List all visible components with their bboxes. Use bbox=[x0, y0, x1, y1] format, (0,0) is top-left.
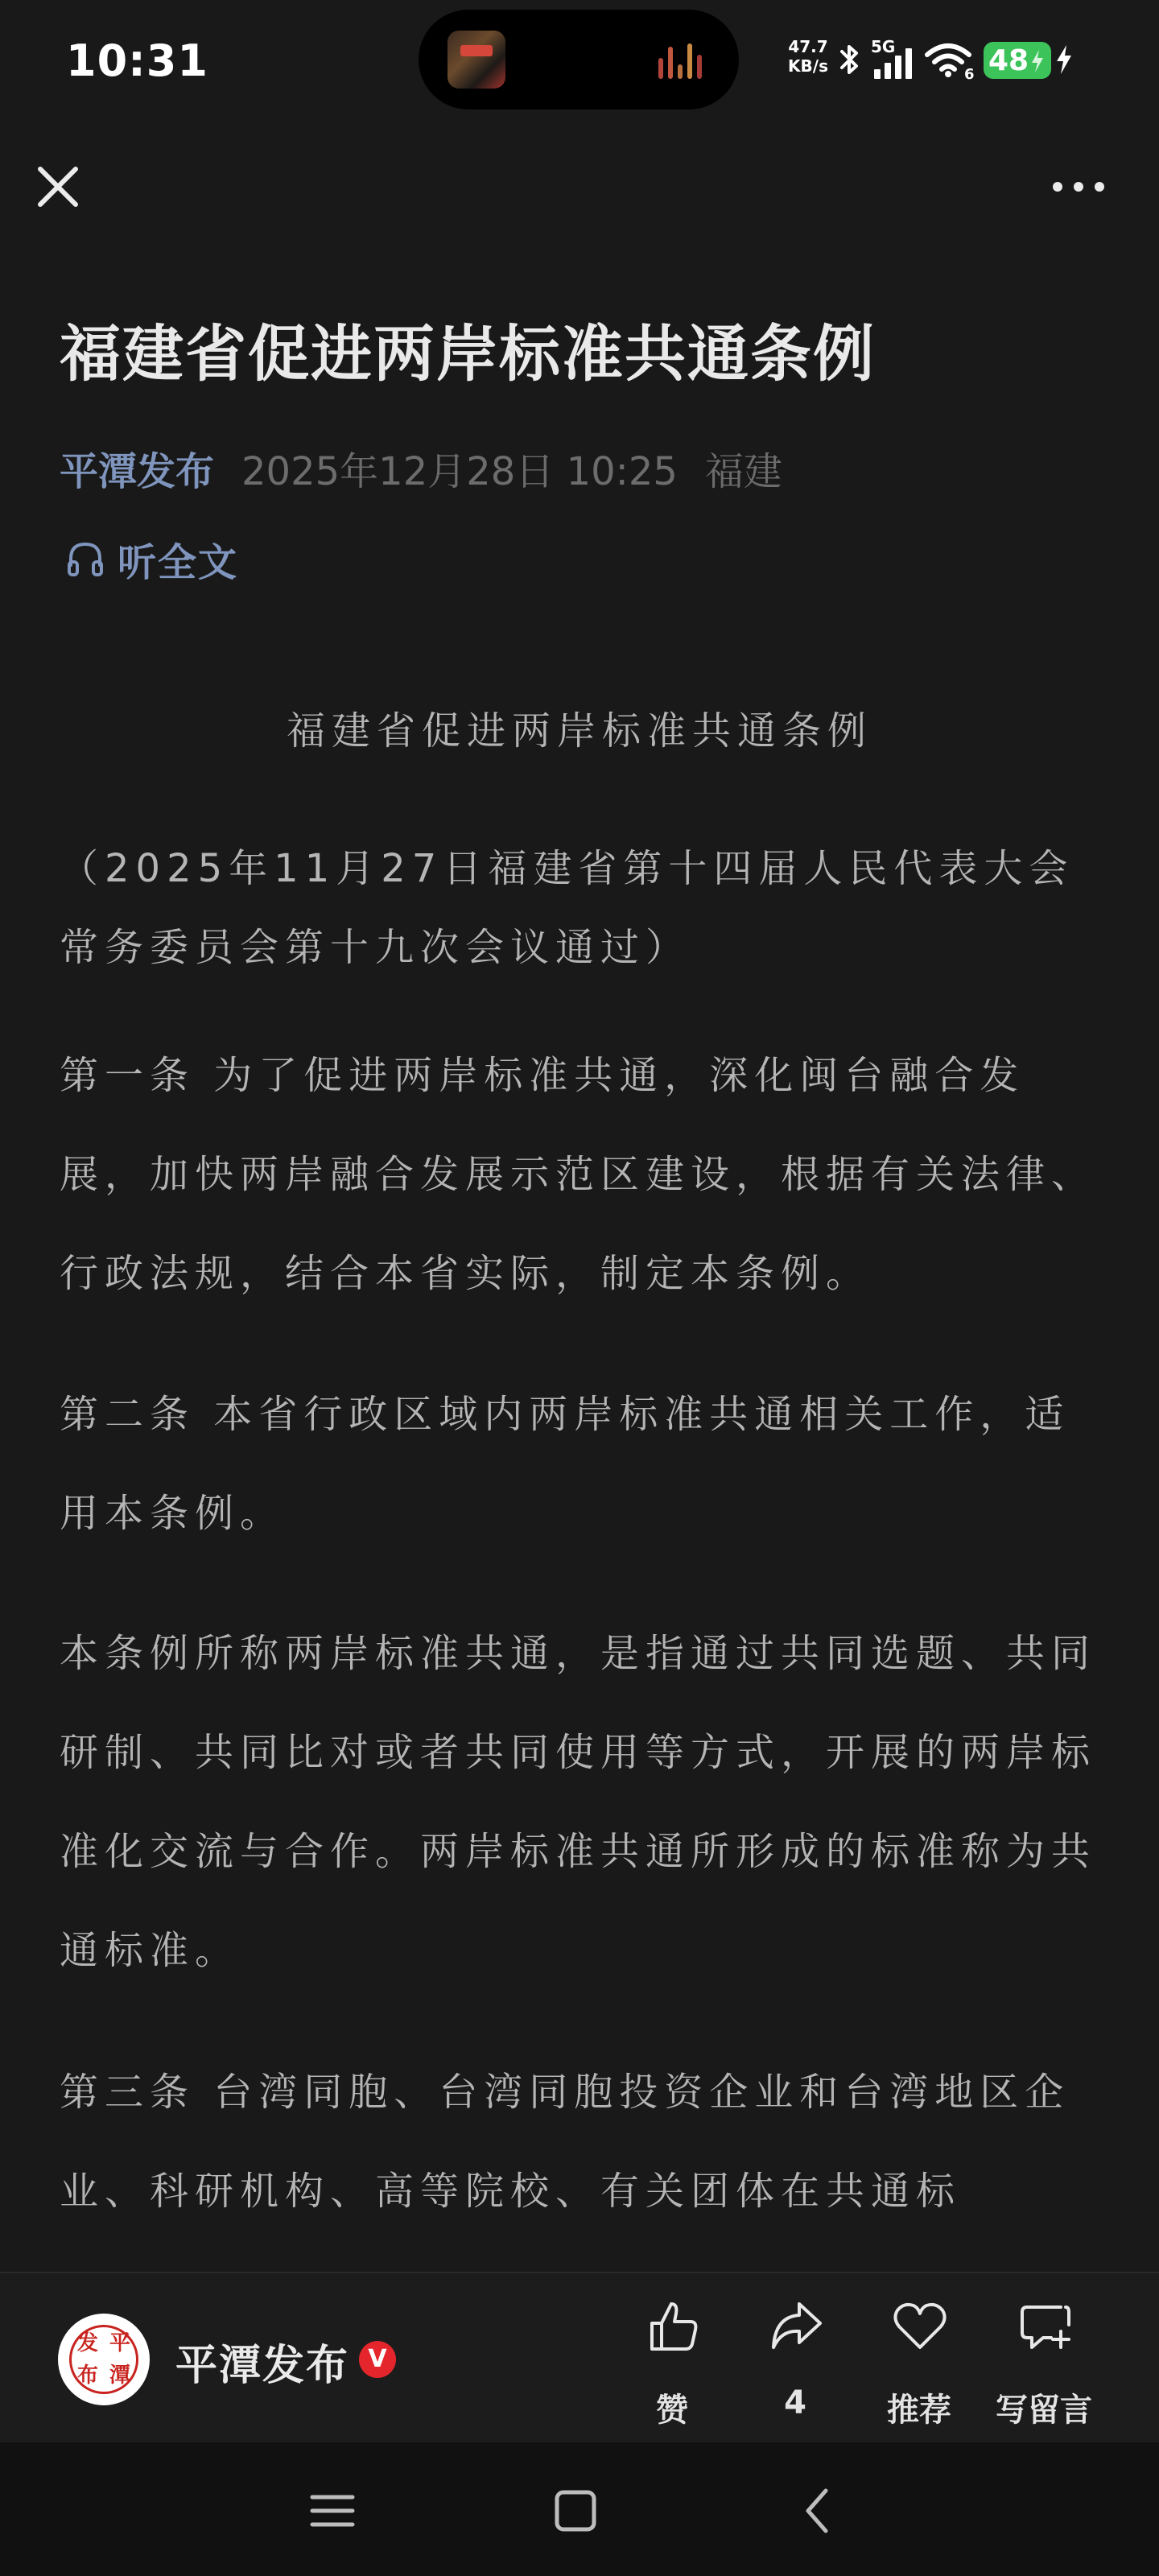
system-navigation-bar bbox=[0, 2442, 1159, 2576]
cellular-signal-icon bbox=[872, 48, 914, 80]
bottom-action-bar bbox=[0, 2272, 1159, 2444]
author-link[interactable]: 平潭发布 bbox=[60, 449, 215, 494]
article-meta bbox=[60, 443, 782, 501]
article-paragraph: （2025年11月27日福建省第十四届人民代表大会常务委员会第十九次会议通过） bbox=[60, 846, 1074, 970]
audio-equalizer-icon bbox=[658, 42, 710, 79]
share-count: 4 bbox=[784, 2384, 806, 2421]
write-comment-button[interactable] bbox=[984, 2297, 1104, 2434]
verified-badge-icon: V bbox=[359, 2341, 396, 2378]
listen-full-text-button[interactable] bbox=[64, 530, 238, 588]
more-options-button[interactable] bbox=[1038, 153, 1119, 221]
article-paragraph: 第二条 本省行政区域内两岸标准共通相关工作，适用本条例。 bbox=[60, 1392, 1070, 1536]
bluetooth-icon bbox=[835, 40, 863, 79]
close-button[interactable] bbox=[24, 153, 92, 221]
account-name[interactable]: 平潭发布 bbox=[175, 2342, 350, 2390]
comment-add-icon bbox=[1016, 2297, 1074, 2355]
account-avatar[interactable] bbox=[58, 2314, 150, 2405]
status-icons bbox=[786, 37, 1124, 85]
article-paragraph: 第三条 台湾同胞、台湾同胞投资企业和台湾地区企业、科研机构、高等院校、有关团体在共通标 bbox=[60, 2070, 1070, 2214]
home-icon[interactable] bbox=[547, 2483, 604, 2539]
share-button[interactable] bbox=[735, 2297, 856, 2434]
like-label: 赞 bbox=[656, 2392, 688, 2429]
avatar-char: 平 bbox=[109, 2331, 130, 2355]
article-title: 福建省促进两岸标准共通条例 bbox=[60, 318, 876, 390]
dynamic-island-media[interactable] bbox=[419, 10, 739, 109]
publish-date: 2025年12月28日 10:25 bbox=[241, 449, 678, 494]
status-bar bbox=[0, 0, 1159, 121]
avatar-char: 发 bbox=[76, 2331, 98, 2355]
battery-level: 48 bbox=[988, 44, 1029, 77]
net-speed-value: 47.7 bbox=[788, 37, 828, 56]
publish-location: 福建 bbox=[704, 449, 782, 494]
article-paragraph: 本条例所称两岸标准共通，是指通过共同选题、共同研制、共同比对或者共同使用等方式，开展的两岸标准化交流与合作。两岸标准共通所形成的标准称为共通标准。 bbox=[60, 1631, 1097, 1973]
avatar-char: 布 bbox=[76, 2363, 98, 2388]
wifi-level: 6 bbox=[964, 66, 975, 83]
media-album-art bbox=[448, 31, 505, 89]
heart-icon bbox=[891, 2297, 949, 2355]
charging-icon bbox=[1054, 45, 1074, 74]
headphones-icon bbox=[64, 538, 106, 580]
recommend-label: 推荐 bbox=[887, 2392, 951, 2429]
back-icon[interactable] bbox=[790, 2483, 847, 2539]
net-speed-unit: KB/s bbox=[788, 56, 828, 76]
charging-bolt-icon bbox=[1030, 50, 1045, 72]
close-icon bbox=[24, 153, 92, 221]
menu-icon[interactable] bbox=[304, 2483, 361, 2539]
recommend-button[interactable] bbox=[859, 2297, 980, 2434]
thumbs-up-icon bbox=[644, 2297, 702, 2355]
share-icon bbox=[767, 2297, 825, 2355]
avatar-logo bbox=[69, 2325, 138, 2394]
net-speed bbox=[786, 37, 831, 76]
write-comment-label: 写留言 bbox=[996, 2392, 1092, 2429]
article-heading: 福建省促进两岸标准共通条例 bbox=[286, 708, 872, 753]
like-button[interactable] bbox=[612, 2297, 732, 2434]
network-type: 5G bbox=[871, 37, 896, 56]
article-paragraph: 第一条 为了促进两岸标准共通，深化闽台融合发展，加快两岸融合发展示范区建设，根据有关法律、行政法规，结合本省实际，制定本条例。 bbox=[60, 1053, 1097, 1296]
status-time: 10:31 bbox=[66, 35, 208, 86]
battery-indicator bbox=[984, 42, 1051, 79]
listen-label: 听全文 bbox=[118, 539, 239, 585]
avatar-char: 潭 bbox=[109, 2363, 130, 2388]
